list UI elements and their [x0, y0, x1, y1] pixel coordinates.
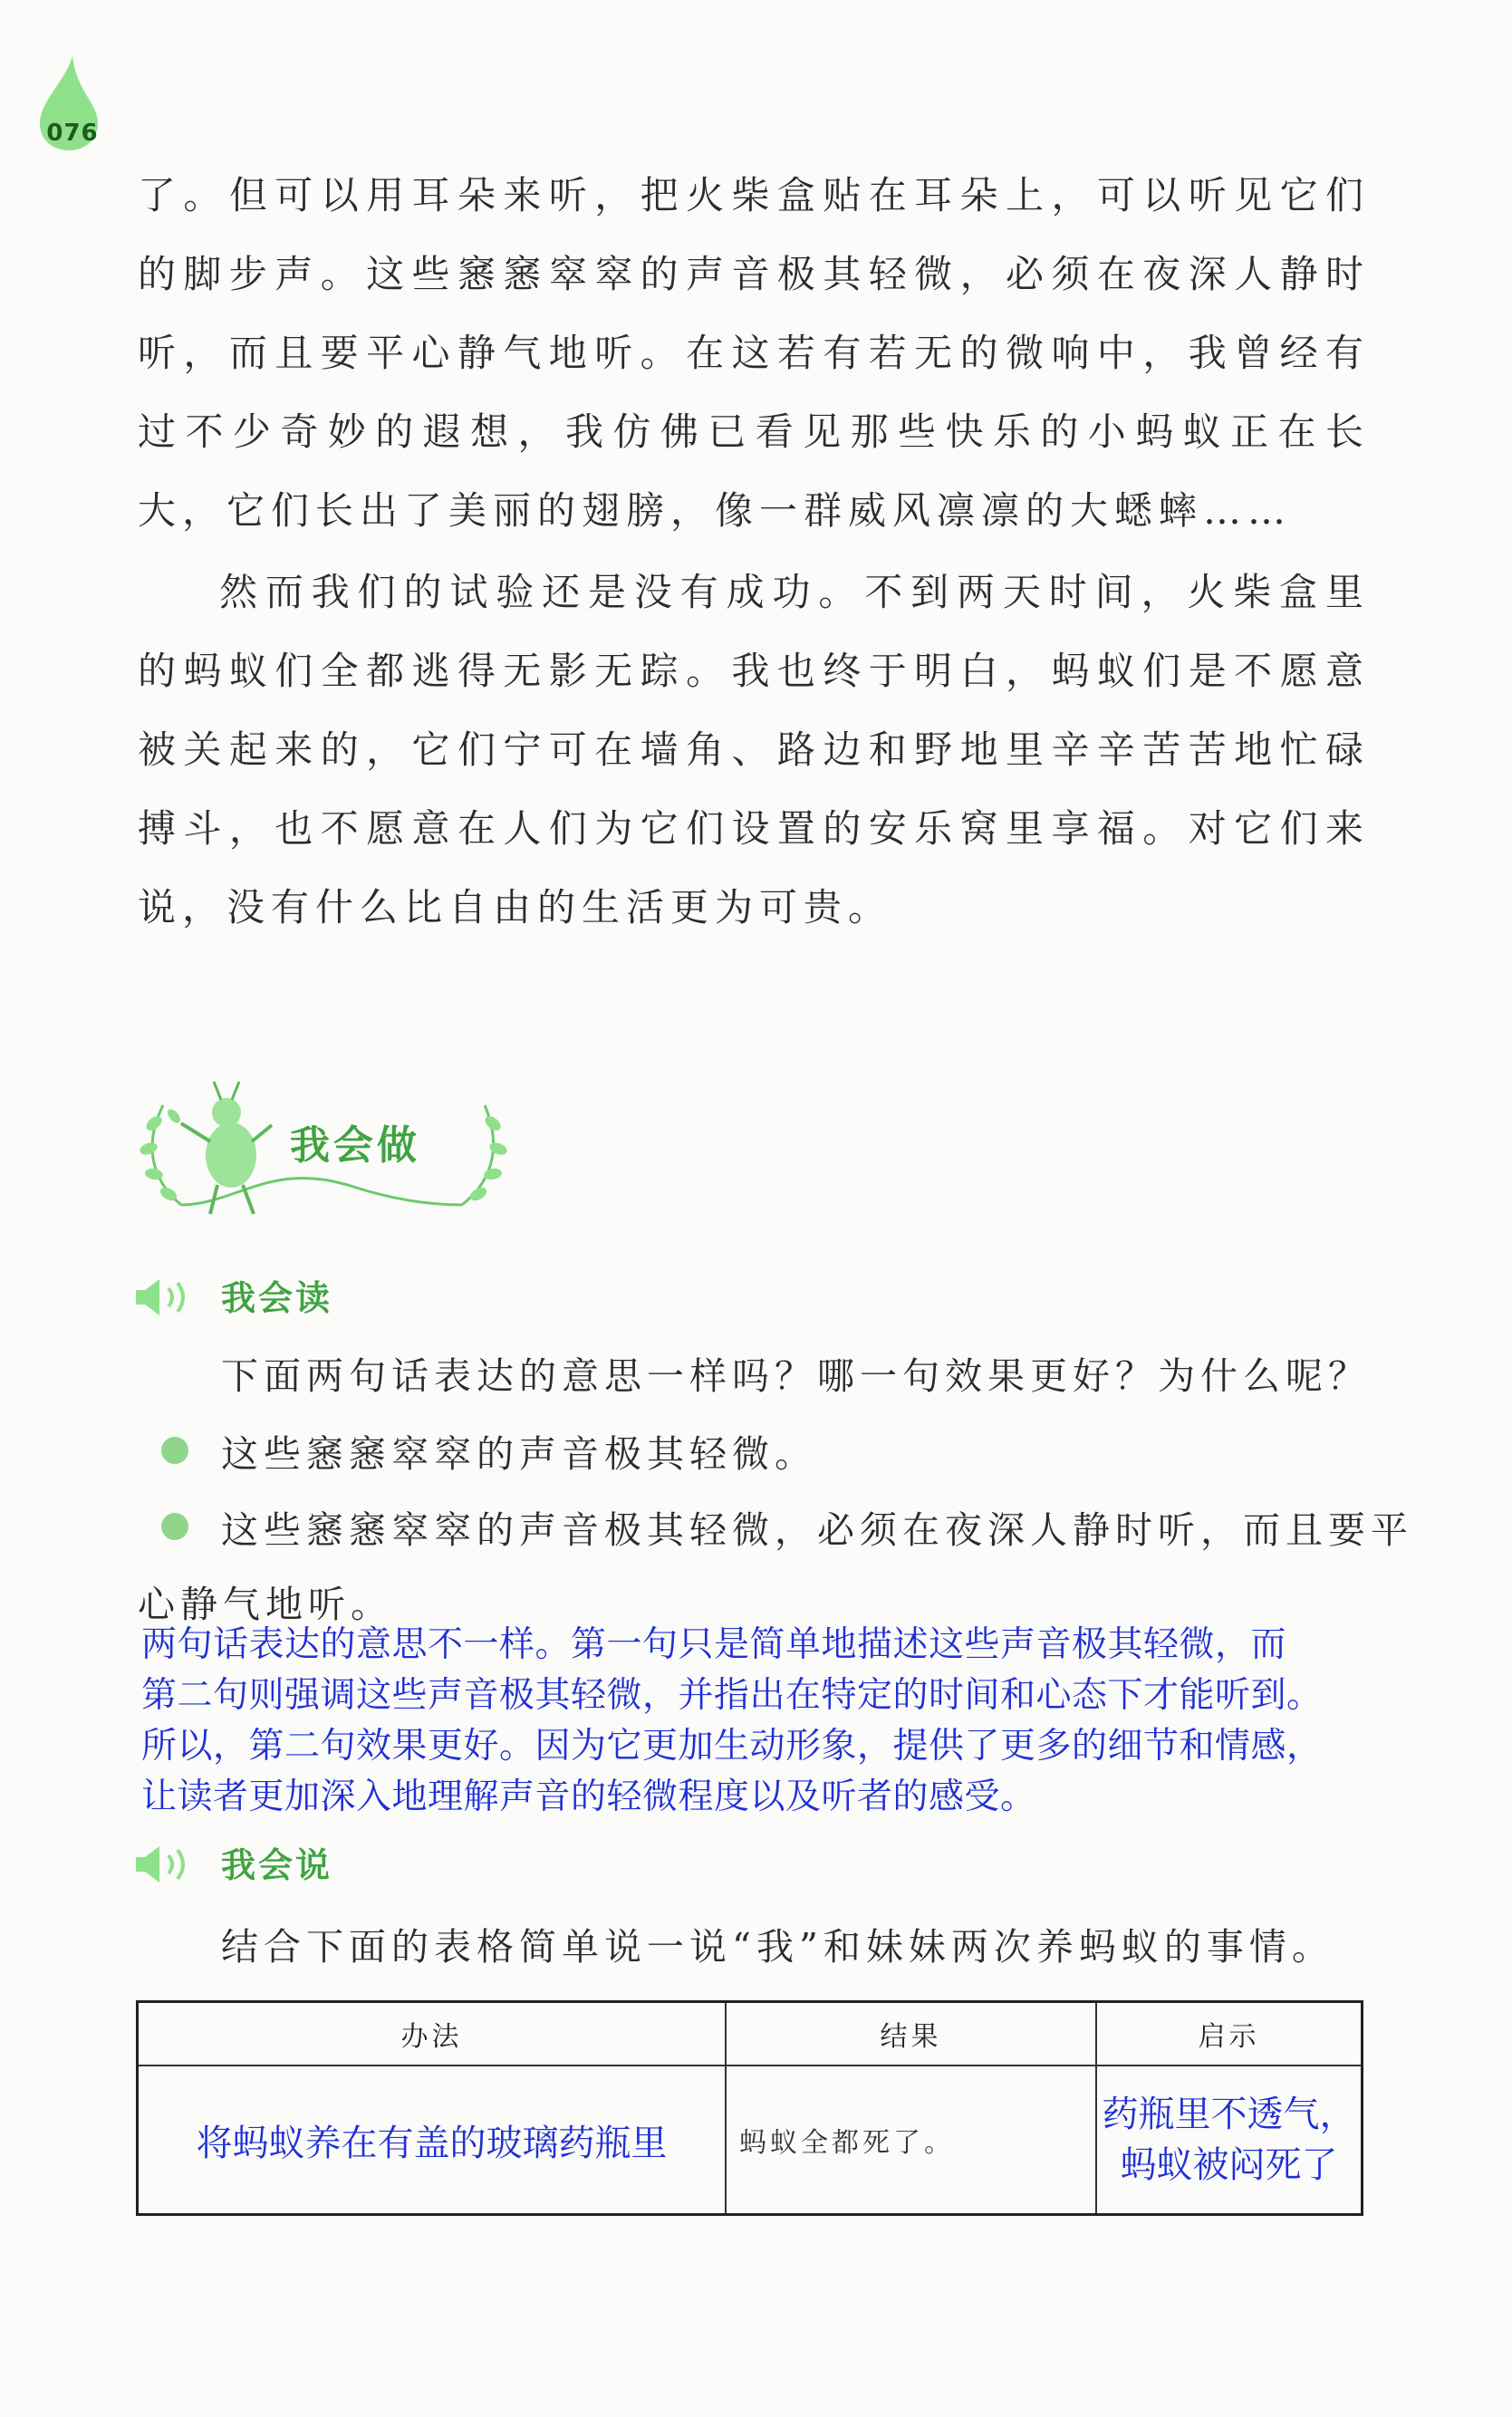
section-title: 我会做 [290, 1122, 420, 1169]
speaker-icon [134, 1844, 197, 1884]
sentence-text: 这些窸窸窣窣的声音极其轻微。 [221, 1432, 817, 1476]
cell-insight [1096, 2066, 1363, 2215]
cell-method: 将蚂蚁养在有盖的玻璃药瓶里 [138, 2066, 727, 2215]
say-heading-label: 我会说 [221, 1845, 333, 1885]
read-heading-label: 我会读 [221, 1278, 333, 1318]
bullet-dot-icon [161, 1513, 188, 1540]
speaker-icon [134, 1277, 197, 1317]
ant-experiment-table [136, 2000, 1363, 2216]
page-number-badge [33, 54, 105, 152]
reading-paragraph-2 [138, 553, 1370, 947]
say-question: 结合下面的表格简单说一说“我”和妹妹两次养蚂蚁的事情。 [221, 1925, 1334, 1969]
answer-line: 让读者更加深入地理解声音的轻微程度以及听者的感受。 [141, 1777, 1036, 1817]
cell-result: 蚂蚁全都死了。 [726, 2066, 1096, 2215]
header-method: 办法 [138, 2002, 727, 2066]
page-number: 076 [46, 120, 99, 147]
answer-line: 两句话表达的意思不一样。第一句只是简单地描述这些声音极其轻微，而 [141, 1624, 1287, 1665]
sentence-text: 这些窸窸窣窣的声音极其轻微，必须在夜深人静时听，而且要平 [221, 1508, 1413, 1552]
handwritten-answer [141, 1620, 1428, 1823]
paragraph-text: 了。但可以用耳朵来听，把火柴盒贴在耳朵上，可以听见它们的脚步声。这些窸窸窣窣的声音极其轻微，必须在夜深人静时听，而且要平心静气地听。在这若有若无的微响中，我曾经有过不少奇妙的遐想，我仿佛已看见那些快乐的小蚂蚁正在长大，它们长出了美丽的翅膀，像一群威风凛凛的大蟋蟀…… [138, 173, 1370, 533]
bullet-dot-icon [161, 1437, 188, 1464]
table-row [138, 2066, 1363, 2215]
insight-line: 蚂蚁被闷死了 [1120, 2144, 1338, 2186]
header-insight: 启示 [1096, 2002, 1363, 2066]
sentence-continuation: 心静气地听。 [138, 1583, 393, 1626]
insight-line: 药瓶里不透气， [1102, 2094, 1356, 2135]
header-result: 结果 [726, 2002, 1096, 2066]
answer-line: 第二句则强调这些声音极其轻微，并指出在特定的时间和心态下才能听到。 [141, 1675, 1323, 1716]
paragraph-text: 然而我们的试验还是没有成功。不到两天时间，火柴盒里的蚂蚁们全都逃得无影无踪。我也终于明白，蚂蚁们是不愿意被关起来的，它们宁可在墙角、路边和野地里辛辛苦苦地忙碌搏斗，也不愿意在人们为它们设置的安乐窝里享福。对它们来说，没有什么比自由的生活更为可贵。 [138, 570, 1370, 929]
section-banner [127, 1069, 507, 1223]
read-question: 下面两句话表达的意思一样吗？哪一句效果更好？为什么呢？ [221, 1354, 1371, 1398]
table-header-row [138, 2002, 1363, 2066]
reading-paragraph-1 [138, 156, 1370, 550]
answer-line: 所以，第二句效果更好。因为它更加生动形象，提供了更多的细节和情感， [141, 1726, 1323, 1767]
